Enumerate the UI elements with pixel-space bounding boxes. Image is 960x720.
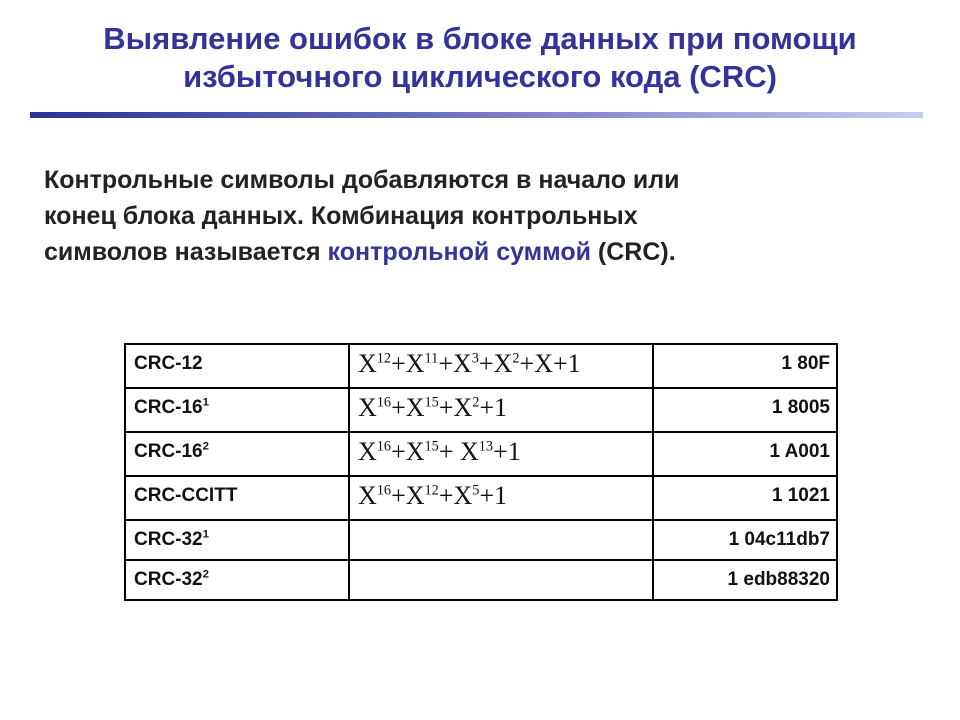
polynomial-term: +X xyxy=(438,481,473,510)
crc-hex-value: 1 1021 xyxy=(653,476,837,520)
polynomial-term: X xyxy=(358,393,377,422)
intro-line-2: конец блока данных. Комбинация контрольных xyxy=(44,202,638,230)
polynomial-exponent: 2 xyxy=(472,394,480,411)
table-row xyxy=(125,432,837,476)
intro-line-3-prefix: символов называется xyxy=(44,238,328,266)
polynomial-exponent: 16 xyxy=(376,394,392,411)
table-row xyxy=(125,476,837,520)
polynomial-term: +1 xyxy=(479,393,508,422)
polynomial-term: +X xyxy=(438,393,473,422)
polynomial-term: X xyxy=(358,437,377,466)
crc-name-cell xyxy=(125,432,349,476)
polynomial-term: +1 xyxy=(479,481,508,510)
crc-table-body xyxy=(125,344,837,600)
crc-hex-value: 1 8005 xyxy=(653,388,837,432)
polynomial-exponent: 12 xyxy=(376,350,392,367)
generator-polynomial xyxy=(349,388,653,432)
polynomial-exponent: 13 xyxy=(478,438,494,455)
crc-name-footnote: 1 xyxy=(202,396,209,409)
crc-hex-value: 1 04c11db7 xyxy=(653,520,837,560)
polynomial-exponent: 15 xyxy=(424,438,439,455)
intro-line-3-suffix: (CRC). xyxy=(590,238,676,266)
checksum-term: контрольной суммой xyxy=(327,238,591,266)
slide-title xyxy=(30,20,930,96)
polynomial-term: +1 xyxy=(552,349,581,378)
crc-name-cell xyxy=(125,388,349,432)
crc-name-cell xyxy=(125,476,349,520)
title-divider xyxy=(30,112,923,118)
polynomial-exponent: 16 xyxy=(376,438,392,455)
crc-name-footnote: 1 xyxy=(202,528,209,541)
polynomial-term: X xyxy=(358,481,377,510)
polynomial-term: +X xyxy=(438,349,472,378)
crc-name: CRC-16 xyxy=(134,441,203,462)
polynomial-exponent: 15 xyxy=(424,394,439,411)
polynomial-exponent: 2 xyxy=(512,350,520,367)
polynomial-term: +X xyxy=(391,481,425,510)
crc-name-footnote: 2 xyxy=(202,440,209,453)
polynomial-term: +1 xyxy=(493,437,521,466)
polynomial-exponent: 16 xyxy=(376,482,392,499)
slide-title-line-2: избыточного циклического кода (CRC) xyxy=(183,59,777,94)
table-row xyxy=(125,560,837,600)
generator-polynomial xyxy=(349,432,653,476)
crc-name-cell xyxy=(125,520,349,560)
crc-hex-value: 1 80F xyxy=(653,344,837,388)
crc-name: CRC-32 xyxy=(134,529,203,550)
intro-line-3 xyxy=(44,234,924,270)
crc-name-footnote: 2 xyxy=(202,568,209,581)
polynomial-term: +X xyxy=(519,349,553,378)
polynomial-term: +X xyxy=(391,393,425,422)
polynomial-exponent: 11 xyxy=(424,350,439,367)
crc-name: CRC-16 xyxy=(134,397,203,418)
table-row xyxy=(125,388,837,432)
polynomial-exponent: 12 xyxy=(424,482,439,499)
crc-name-cell xyxy=(125,560,349,600)
slide-title-line-1: Выявление ошибок в блоке данных при помощи xyxy=(103,21,857,56)
crc-polynomial-table xyxy=(124,343,838,601)
crc-name: CRC-12 xyxy=(134,353,203,374)
crc-name: CRC-CCITT xyxy=(134,485,238,506)
polynomial-term: + X xyxy=(438,437,479,466)
generator-polynomial xyxy=(349,344,653,388)
table-row xyxy=(125,344,837,388)
crc-hex-value: 1 edb88320 xyxy=(653,560,837,600)
generator-polynomial xyxy=(349,476,653,520)
crc-name-cell xyxy=(125,344,349,388)
intro-line-1: Контрольные символы добавляются в начало или xyxy=(44,166,680,194)
crc-hex-value: 1 A001 xyxy=(653,432,837,476)
polynomial-term: X xyxy=(358,349,377,378)
intro-paragraph xyxy=(44,162,924,270)
polynomial-exponent: 5 xyxy=(472,482,480,499)
polynomial-term: +X xyxy=(478,349,513,378)
polynomial-term: +X xyxy=(391,349,425,378)
table-row xyxy=(125,520,837,560)
generator-polynomial xyxy=(349,560,653,600)
generator-polynomial xyxy=(349,520,653,560)
polynomial-term: +X xyxy=(391,437,425,466)
polynomial-exponent: 3 xyxy=(471,350,479,367)
crc-name: CRC-32 xyxy=(134,569,203,590)
